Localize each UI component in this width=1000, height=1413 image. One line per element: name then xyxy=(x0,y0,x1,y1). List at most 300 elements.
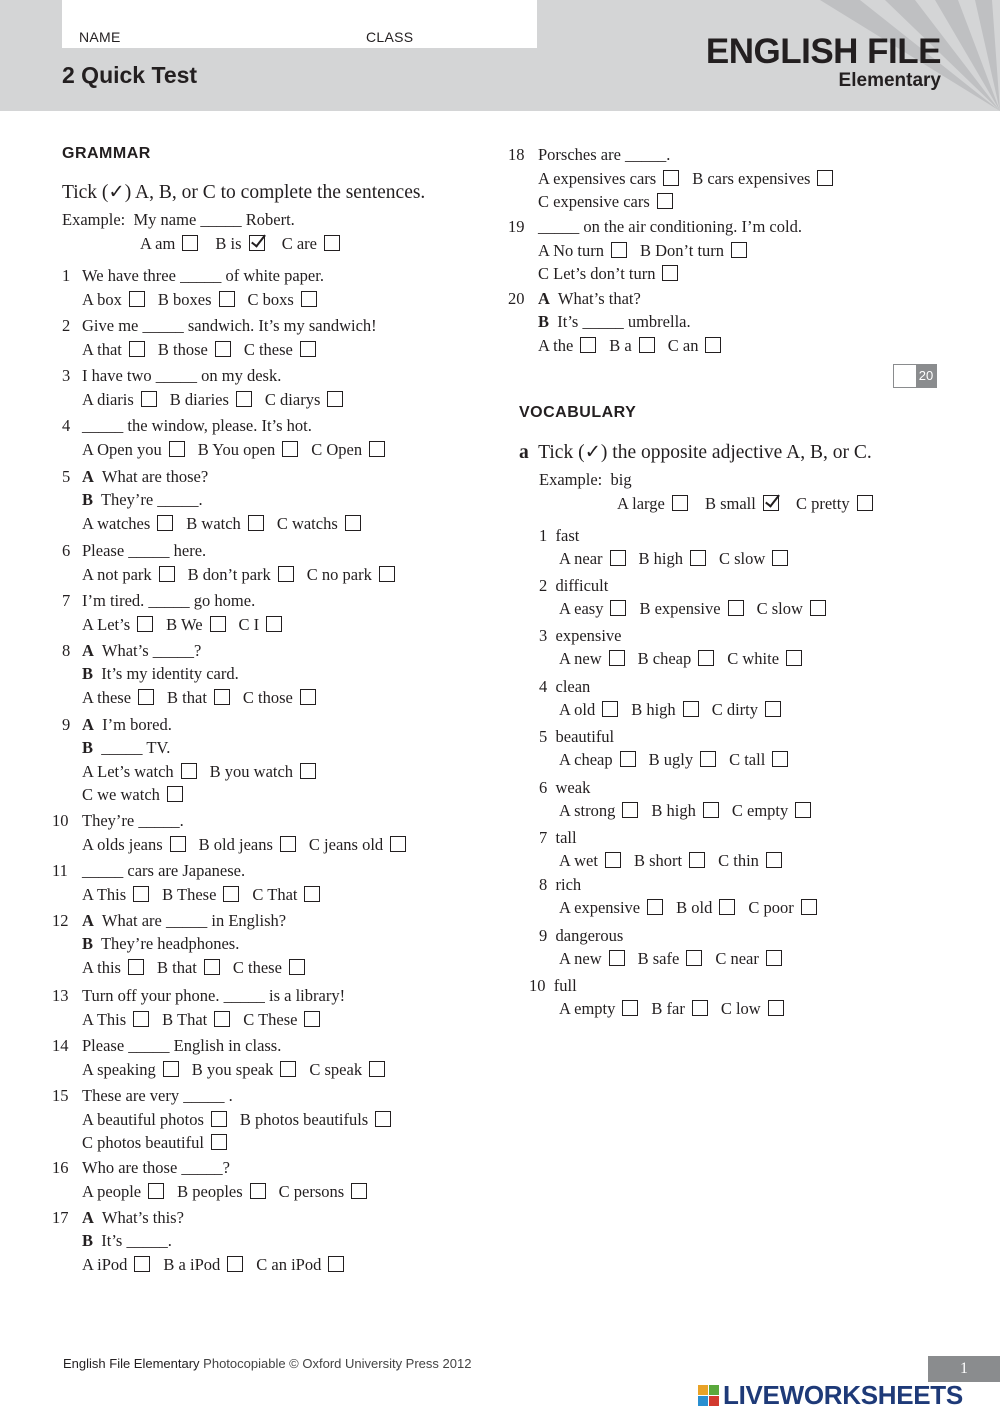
answer-checkbox[interactable] xyxy=(605,852,621,868)
answer-option xyxy=(538,192,673,212)
option-label: B watch xyxy=(186,514,241,533)
example-label: Example: xyxy=(62,210,126,229)
answer-checkbox[interactable] xyxy=(795,802,811,818)
option-label: C dirty xyxy=(711,700,758,719)
answer-option xyxy=(311,440,385,460)
question-text: B It’s _____ umbrella. xyxy=(538,312,691,331)
option-label: A easy xyxy=(559,599,604,618)
speaker-label: B xyxy=(82,664,94,683)
question-number: 12 xyxy=(52,911,69,930)
answer-checkbox[interactable] xyxy=(639,337,655,353)
question-text: A What’s this? xyxy=(82,1208,184,1227)
answer-option xyxy=(82,1110,227,1130)
answer-checkbox[interactable] xyxy=(300,341,316,357)
answer-option xyxy=(309,1060,385,1080)
option-label: A not park xyxy=(82,565,152,584)
answer-option xyxy=(559,549,626,569)
answer-checkbox[interactable] xyxy=(610,600,626,616)
answer-option xyxy=(240,1110,391,1130)
option-row xyxy=(538,264,691,284)
option-label: C slow xyxy=(719,549,766,568)
answer-option xyxy=(538,241,627,261)
speaker-label: B xyxy=(82,934,94,953)
answer-checkbox[interactable] xyxy=(133,1011,149,1027)
answer-checkbox[interactable] xyxy=(622,802,638,818)
answer-option xyxy=(559,750,636,770)
grammar-heading: GRAMMAR xyxy=(62,145,151,162)
answer-checkbox[interactable] xyxy=(772,550,788,566)
header-band xyxy=(0,0,1000,111)
option-row xyxy=(82,885,333,905)
answer-option xyxy=(649,750,716,770)
option-label: A old xyxy=(559,700,596,719)
option-label: B safe xyxy=(637,949,680,968)
option-label: C speak xyxy=(309,1060,363,1079)
option-label: B high xyxy=(631,700,676,719)
answer-option xyxy=(631,700,698,720)
adjective-word: rich xyxy=(555,875,582,894)
question-number: 17 xyxy=(52,1208,69,1227)
answer-checkbox[interactable] xyxy=(622,1000,638,1016)
answer-option xyxy=(82,762,197,782)
option-label: A new xyxy=(559,949,602,968)
brand-main: ENGLISH FILE xyxy=(705,32,941,71)
answer-checkbox[interactable] xyxy=(214,689,230,705)
question-text: A I’m bored. xyxy=(82,715,172,734)
option-label: A cheap xyxy=(559,750,613,769)
answer-option xyxy=(538,336,596,356)
answer-checkbox[interactable] xyxy=(345,515,361,531)
answer-checkbox[interactable] xyxy=(810,600,826,616)
option-label: B a xyxy=(609,336,632,355)
answer-option xyxy=(166,615,225,635)
answer-checkbox[interactable] xyxy=(647,899,663,915)
answer-option xyxy=(82,1182,164,1202)
answer-checkbox[interactable] xyxy=(129,341,145,357)
answer-checkbox[interactable] xyxy=(282,441,298,457)
option-label: C low xyxy=(720,999,761,1018)
answer-option xyxy=(158,340,231,360)
answer-checkbox[interactable] xyxy=(170,836,186,852)
liveworksheets-logo-icon xyxy=(698,1385,720,1407)
option-label: B These xyxy=(162,885,217,904)
answer-option xyxy=(639,549,706,569)
option-label: A expensive xyxy=(559,898,641,917)
answer-checkbox[interactable] xyxy=(278,566,294,582)
question-text: B They’re headphones. xyxy=(82,934,240,953)
option-row xyxy=(82,514,374,534)
answer-option xyxy=(538,264,678,284)
question-number: 8 xyxy=(62,641,71,660)
option-label: A near xyxy=(559,549,603,568)
answer-checkbox[interactable] xyxy=(266,616,282,632)
option-row xyxy=(82,1110,404,1130)
answer-option xyxy=(638,649,715,669)
answer-checkbox[interactable] xyxy=(128,959,144,975)
option-label: B You open xyxy=(197,440,276,459)
option-row xyxy=(559,801,824,821)
answer-checkbox[interactable] xyxy=(157,515,173,531)
question-number: 5 xyxy=(62,467,71,486)
answer-checkbox[interactable] xyxy=(351,1183,367,1199)
question-number: 7 xyxy=(539,828,548,847)
option-row xyxy=(82,390,356,410)
answer-option xyxy=(252,885,320,905)
option-row xyxy=(82,762,329,782)
option-label: C That xyxy=(252,885,298,904)
answer-option xyxy=(559,851,621,871)
answer-checkbox[interactable] xyxy=(728,600,744,616)
answer-checkbox[interactable] xyxy=(765,701,781,717)
answer-option xyxy=(732,801,811,821)
answer-checkbox[interactable] xyxy=(801,899,817,915)
option-label: A expensives cars xyxy=(538,169,657,188)
answer-checkbox[interactable] xyxy=(369,441,385,457)
answer-option xyxy=(712,700,781,720)
answer-checkbox[interactable] xyxy=(786,650,802,666)
answer-option xyxy=(309,835,406,855)
answer-checkbox[interactable] xyxy=(689,852,705,868)
answer-checkbox[interactable] xyxy=(369,1061,385,1077)
answer-checkbox[interactable] xyxy=(280,836,296,852)
checked-checkbox[interactable] xyxy=(763,495,779,511)
answer-checkbox[interactable] xyxy=(620,751,636,767)
answer-checkbox[interactable] xyxy=(169,441,185,457)
question-number: 8 xyxy=(539,875,548,894)
answer-option xyxy=(82,1255,150,1275)
option-row xyxy=(82,440,398,460)
question-number: 9 xyxy=(539,926,548,945)
question-text: Please _____ English in class. xyxy=(82,1036,282,1055)
option-row xyxy=(82,565,408,585)
footer-copyright: English File Elementary Photocopiable © Oxford University Press 2012 xyxy=(63,1356,472,1371)
option-label: B photos beautifuls xyxy=(239,1110,369,1129)
speaker-label: A xyxy=(82,715,94,734)
answer-checkbox[interactable] xyxy=(300,763,316,779)
adjective-word: dangerous xyxy=(555,926,624,945)
question-text: Porsches are _____. xyxy=(538,145,671,164)
answer-checkbox[interactable] xyxy=(211,1134,227,1150)
answer-option xyxy=(559,649,625,669)
option-label: A iPod xyxy=(82,1255,128,1274)
option-label: C Open xyxy=(311,440,363,459)
answer-checkbox[interactable] xyxy=(248,515,264,531)
answer-checkbox[interactable] xyxy=(327,391,343,407)
answer-option xyxy=(82,390,157,410)
answer-option xyxy=(233,958,305,978)
option-label: B far xyxy=(651,999,685,1018)
answer-checkbox[interactable] xyxy=(375,1111,391,1127)
answer-checkbox[interactable] xyxy=(141,391,157,407)
answer-option xyxy=(729,750,788,770)
adjective-word: difficult xyxy=(555,576,609,595)
option-label: A No turn xyxy=(538,241,604,260)
answer-option xyxy=(651,999,707,1019)
answer-checkbox[interactable] xyxy=(304,1011,320,1027)
name-class-box xyxy=(62,0,537,48)
answer-checkbox[interactable] xyxy=(379,566,395,582)
vocabulary-instruction: a Tick (✓) the opposite adjective A, B, or C. xyxy=(519,442,872,463)
answer-checkbox[interactable] xyxy=(698,650,714,666)
option-row xyxy=(559,898,830,918)
answer-checkbox[interactable] xyxy=(692,1000,708,1016)
answer-checkbox[interactable] xyxy=(768,1000,784,1016)
answer-option xyxy=(559,599,626,619)
option-row xyxy=(82,1133,240,1153)
option-label: B old xyxy=(676,898,713,917)
question-text: A What’s _____? xyxy=(82,641,202,660)
answer-checkbox[interactable] xyxy=(610,550,626,566)
option-row xyxy=(82,1010,333,1030)
question-number: 13 xyxy=(52,986,69,1005)
question-number: 1 xyxy=(539,526,548,545)
answer-checkbox[interactable] xyxy=(304,886,320,902)
answer-checkbox[interactable] xyxy=(662,265,678,281)
option-label: A that xyxy=(82,340,122,359)
answer-checkbox[interactable] xyxy=(602,701,618,717)
example-option: C are xyxy=(282,234,340,254)
answer-checkbox[interactable] xyxy=(683,701,699,717)
answer-option xyxy=(163,1255,243,1275)
answer-checkbox[interactable] xyxy=(772,751,788,767)
answer-checkbox[interactable] xyxy=(137,616,153,632)
answer-checkbox[interactable] xyxy=(657,193,673,209)
option-row xyxy=(559,851,795,871)
answer-option xyxy=(82,785,183,805)
adjective-word: fast xyxy=(555,526,580,545)
question-number: 1 xyxy=(62,266,71,285)
option-label: A diaris xyxy=(82,390,134,409)
speaker-label: A xyxy=(538,289,550,308)
question-number: 5 xyxy=(539,727,548,746)
question-text: I’m tired. _____ go home. xyxy=(82,591,256,610)
answer-option xyxy=(640,241,747,261)
answer-option xyxy=(167,688,230,708)
answer-option xyxy=(559,898,663,918)
page-title: 2 Quick Test xyxy=(62,62,198,88)
answer-option xyxy=(639,599,743,619)
question-text: We have three _____ of white paper. xyxy=(82,266,324,285)
answer-checkbox[interactable] xyxy=(159,566,175,582)
answer-checkbox[interactable] xyxy=(705,337,721,353)
option-label: A empty xyxy=(559,999,616,1018)
question-number: 6 xyxy=(62,541,71,560)
answer-checkbox[interactable] xyxy=(210,616,226,632)
answer-option xyxy=(559,700,618,720)
answer-checkbox[interactable] xyxy=(609,950,625,966)
option-label: B a iPod xyxy=(163,1255,221,1274)
option-row xyxy=(559,599,839,619)
option-label: A new xyxy=(559,649,602,668)
question-number: 9 xyxy=(62,715,71,734)
option-label: B short xyxy=(633,851,683,870)
checked-checkbox[interactable] xyxy=(249,235,265,251)
question-number: 2 xyxy=(539,576,548,595)
answer-checkbox[interactable] xyxy=(703,802,719,818)
answer-option xyxy=(715,949,782,969)
option-label: C these xyxy=(243,340,293,359)
question-text: B It’s _____. xyxy=(82,1231,172,1250)
adjective-word: expensive xyxy=(555,626,622,645)
option-label: A watches xyxy=(82,514,151,533)
answer-checkbox[interactable] xyxy=(719,899,735,915)
answer-checkbox[interactable] xyxy=(690,550,706,566)
answer-checkbox[interactable] xyxy=(148,1183,164,1199)
option-label: B high xyxy=(651,801,696,820)
answer-checkbox[interactable] xyxy=(766,950,782,966)
adjective-word: full xyxy=(553,976,577,995)
option-label: C near xyxy=(715,949,759,968)
answer-checkbox[interactable] xyxy=(236,391,252,407)
answer-checkbox[interactable] xyxy=(580,337,596,353)
checkbox[interactable] xyxy=(857,495,873,511)
answer-option xyxy=(158,290,235,310)
answer-checkbox[interactable] xyxy=(301,291,317,307)
checkbox[interactable] xyxy=(672,495,688,511)
answer-checkbox[interactable] xyxy=(731,242,747,258)
option-label: C an iPod xyxy=(256,1255,322,1274)
answer-checkbox[interactable] xyxy=(280,1061,296,1077)
answer-checkbox[interactable] xyxy=(134,1256,150,1272)
option-label: A beautiful photos xyxy=(82,1110,204,1129)
answer-option xyxy=(82,1133,227,1153)
option-label: A olds jeans xyxy=(82,835,163,854)
example-option: C pretty xyxy=(796,494,873,514)
question-text: I have two _____ on my desk. xyxy=(82,366,282,385)
answer-checkbox[interactable] xyxy=(214,1011,230,1027)
option-label: C empty xyxy=(731,801,789,820)
answer-checkbox[interactable] xyxy=(250,1183,266,1199)
answer-checkbox[interactable] xyxy=(163,1061,179,1077)
question-number: 10 xyxy=(52,811,69,830)
answer-option xyxy=(256,1255,344,1275)
answer-option xyxy=(82,688,154,708)
question-number: 7 xyxy=(62,591,71,610)
answer-option xyxy=(82,615,153,635)
question-text: A What are those? xyxy=(82,467,209,486)
answer-option xyxy=(634,851,705,871)
answer-option xyxy=(82,958,144,978)
option-row xyxy=(82,835,419,855)
answer-checkbox[interactable] xyxy=(663,170,679,186)
question-number: 6 xyxy=(539,778,548,797)
answer-checkbox[interactable] xyxy=(700,751,716,767)
option-row xyxy=(559,999,797,1019)
question-number: 14 xyxy=(52,1036,69,1055)
answer-option xyxy=(243,688,316,708)
option-row xyxy=(559,549,801,569)
answer-checkbox[interactable] xyxy=(609,650,625,666)
question-number: 11 xyxy=(52,861,68,880)
option-row xyxy=(82,340,329,360)
example-word: big xyxy=(610,470,632,489)
checkbox[interactable] xyxy=(324,235,340,251)
option-label: C these xyxy=(232,958,282,977)
speaker-label: A xyxy=(82,911,94,930)
brand-sub: Elementary xyxy=(838,70,941,91)
answer-option xyxy=(82,290,145,310)
answer-option xyxy=(210,762,316,782)
answer-checkbox[interactable] xyxy=(686,950,702,966)
answer-option xyxy=(157,958,220,978)
option-label: B expensive xyxy=(639,599,721,618)
option-label: B those xyxy=(157,340,208,359)
answer-option xyxy=(668,336,722,356)
question-text: B It’s my identity card. xyxy=(82,664,239,683)
answer-checkbox[interactable] xyxy=(181,763,197,779)
answer-checkbox[interactable] xyxy=(138,689,154,705)
grammar-score-box xyxy=(893,364,937,388)
answer-checkbox[interactable] xyxy=(204,959,220,975)
question-text: Who are those _____? xyxy=(82,1158,230,1177)
answer-checkbox[interactable] xyxy=(227,1256,243,1272)
answer-checkbox[interactable] xyxy=(133,886,149,902)
liveworksheets-watermark: LIVEWORKSHEETS xyxy=(698,1380,963,1411)
example-option: A am xyxy=(140,234,198,254)
example-text: My name _____ Robert. xyxy=(133,210,295,229)
checkbox[interactable] xyxy=(182,235,198,251)
answer-checkbox[interactable] xyxy=(129,291,145,307)
answer-checkbox[interactable] xyxy=(766,852,782,868)
answer-checkbox[interactable] xyxy=(223,886,239,902)
option-label: C no park xyxy=(306,565,372,584)
answer-checkbox[interactable] xyxy=(817,170,833,186)
option-label: A This xyxy=(82,885,127,904)
answer-option xyxy=(692,169,833,189)
answer-checkbox[interactable] xyxy=(328,1256,344,1272)
option-label: C Let’s don’t turn xyxy=(538,264,656,283)
option-label: A wet xyxy=(559,851,598,870)
answer-option xyxy=(188,565,294,585)
option-label: C expensive cars xyxy=(538,192,650,211)
answer-option xyxy=(757,599,826,619)
option-row xyxy=(538,169,846,189)
option-label: A Let’s watch xyxy=(82,762,174,781)
answer-checkbox[interactable] xyxy=(167,786,183,802)
answer-option xyxy=(248,290,317,310)
answer-checkbox[interactable] xyxy=(211,1111,227,1127)
question-number: 4 xyxy=(62,416,71,435)
question-text: _____ the window, please. It’s hot. xyxy=(82,416,312,435)
adjective-word: tall xyxy=(555,828,577,847)
answer-option xyxy=(638,949,703,969)
answer-option xyxy=(82,440,185,460)
option-row xyxy=(82,1255,357,1275)
answer-option xyxy=(82,1060,179,1080)
option-label: C These xyxy=(243,1010,298,1029)
answer-option xyxy=(243,1010,320,1030)
question-text: These are very _____ . xyxy=(82,1086,233,1105)
option-label: A strong xyxy=(559,801,616,820)
answer-checkbox[interactable] xyxy=(390,836,406,852)
answer-checkbox[interactable] xyxy=(611,242,627,258)
answer-checkbox[interactable] xyxy=(219,291,235,307)
brand-logo xyxy=(706,34,941,92)
answer-option xyxy=(265,390,343,410)
option-label: A people xyxy=(82,1182,142,1201)
answer-option xyxy=(239,615,283,635)
answer-checkbox[interactable] xyxy=(289,959,305,975)
adjective-word: weak xyxy=(555,778,591,797)
answer-option xyxy=(307,565,395,585)
answer-checkbox[interactable] xyxy=(215,341,231,357)
question-number: 18 xyxy=(508,145,525,164)
option-row xyxy=(538,241,760,261)
answer-checkbox[interactable] xyxy=(300,689,316,705)
option-row xyxy=(82,615,295,635)
option-label: A Let’s xyxy=(82,615,131,634)
answer-option xyxy=(718,851,782,871)
